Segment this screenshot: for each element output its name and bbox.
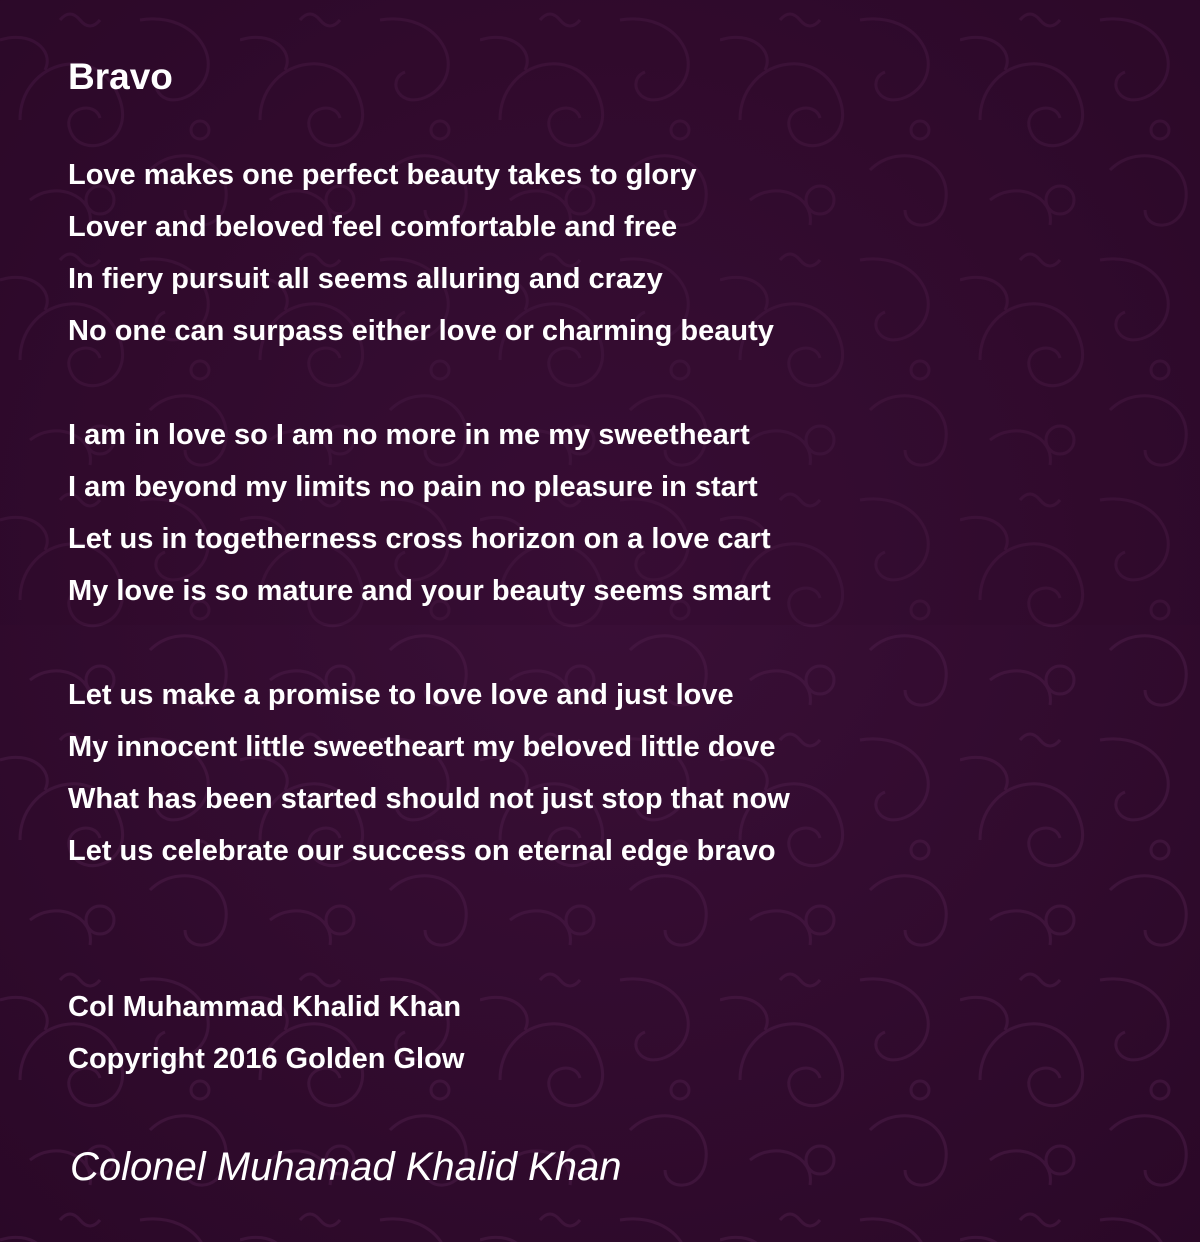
poem-line: My innocent little sweetheart my beloved little dove [68,731,776,763]
poem-line: Let us in togetherness cross horizon on a love cart [68,523,771,555]
poem-line: What has been started should not just stop that now [68,783,790,815]
poem-line: Love makes one perfect beauty takes to glory [68,159,697,191]
poem-line: Lover and beloved feel comfortable and free [68,211,678,243]
poem-line: I am beyond my limits no pain no pleasure in start [68,471,758,503]
poem-line: My love is so mature and your beauty seems smart [68,575,771,607]
poem-title: Bravo [68,56,173,97]
poem-line: I am in love so I am no more in me my sweetheart [68,419,750,451]
poet-signature: Colonel Muhamad Khalid Khan [70,1145,622,1189]
stanza-3 [68,669,790,877]
stanza-2 [68,409,771,617]
poem-credits [68,981,464,1085]
poem-line: No one can surpass either love or charming beauty [68,315,774,347]
poem-line: In fiery pursuit all seems alluring and crazy [68,263,663,295]
stanza-1 [68,149,774,357]
poem-line: Let us make a promise to love love and just love [68,679,734,711]
copyright-notice: Copyright 2016 Golden Glow [68,1043,465,1075]
poem-line: Let us celebrate our success on eternal edge bravo [68,835,776,867]
author-name: Col Muhammad Khalid Khan [68,991,462,1023]
